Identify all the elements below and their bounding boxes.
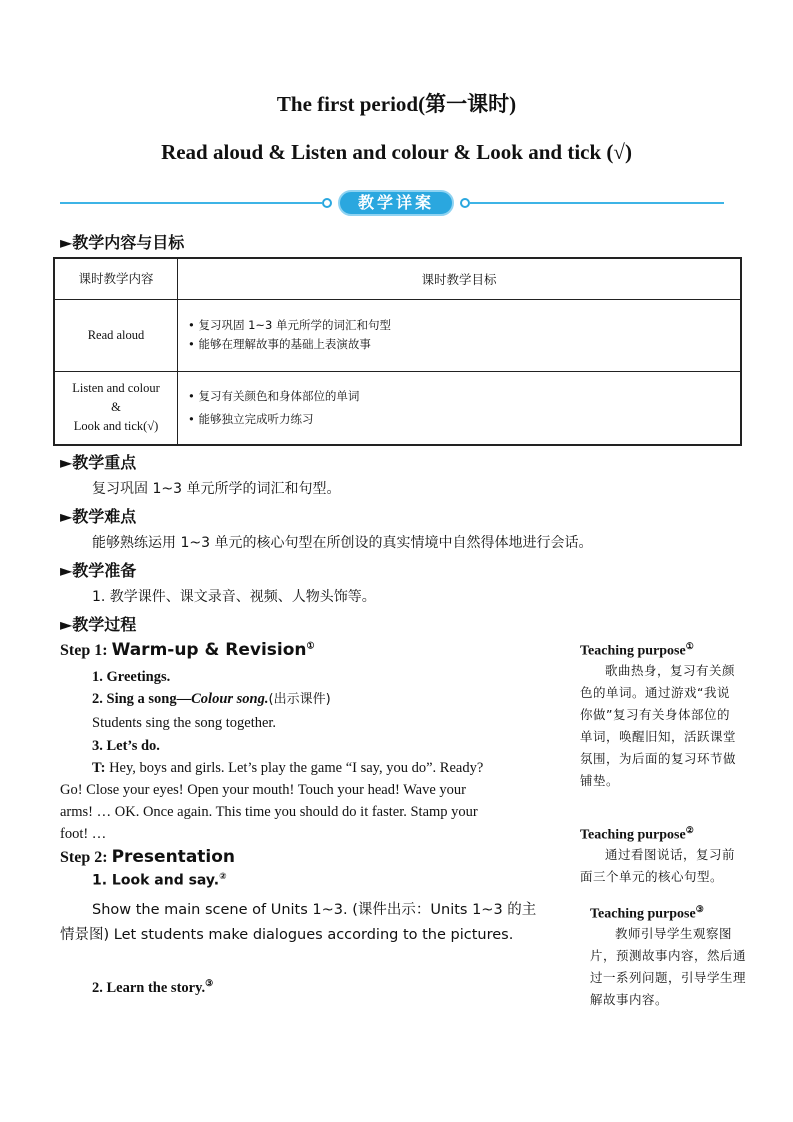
purpose-line: 歌曲热身，复习有关颜 [605, 662, 736, 678]
step1-item-lets-do: 3. Let’s do. [92, 738, 160, 754]
section-heading-preparation: ►教学准备 [60, 561, 137, 580]
step2-title: Presentation [111, 847, 236, 867]
purpose-label: Teaching purpose [590, 906, 696, 922]
section-heading-difficulties: ►教学难点 [60, 507, 137, 526]
page-subtitle: Read aloud & Listen and colour & Look and tick (√) [161, 140, 632, 164]
teaching-purpose-3 [590, 904, 760, 1011]
banner-line-left [60, 202, 322, 204]
page-title: The first period(第一课时) [276, 92, 517, 116]
banner-dot-right [460, 198, 470, 208]
note-marker: ② [685, 825, 694, 835]
dialogue-line: foot! … [60, 826, 107, 842]
note-marker: ③ [205, 978, 214, 988]
section-heading-process: ►教学过程 [60, 615, 137, 634]
teaching-purpose-title [590, 904, 760, 923]
teacher-dialogue [60, 757, 532, 845]
table-cell-goals [178, 371, 742, 445]
song-instruction: Students sing the song together. [92, 715, 277, 731]
look-say-line: Show the main scene of Units 1~3. (课件出示：Units 1~3 的主 [92, 902, 537, 918]
look-say-line: 情景图) Let students make dialogues according to the pictures. [60, 927, 514, 943]
objectives-table [53, 257, 742, 446]
content-line: Read aloud [87, 327, 145, 342]
difficulties-text: 能够熟练运用 1~3 单元的核心句型在所创设的真实情境中自然得体地进行会话。 [92, 535, 593, 551]
purpose-line: 解故事内容。 [590, 991, 669, 1007]
goal-item: • 能够在理解故事的基础上表演故事 [188, 337, 371, 351]
purpose-line: 铺垫。 [580, 772, 620, 788]
content-line: Look and tick(√) [73, 419, 159, 434]
purpose-line: 氛围，为后面的复习环节做 [580, 750, 737, 766]
purpose-line: 通过看图说话，复习前 [605, 846, 736, 862]
look-say-text [60, 898, 540, 948]
table-row [54, 371, 741, 445]
content-line: Listen and colour [72, 381, 160, 396]
section-banner [318, 190, 474, 216]
preparation-text: 1. 教学课件、课文录音、视频、人物头饰等。 [92, 589, 376, 605]
purpose-body [580, 844, 755, 888]
teaching-purpose-2 [580, 825, 755, 888]
dialogue-line: Go! Close your eyes! Open your mouth! Touch your head! Wave your [60, 782, 467, 798]
content-line: & [111, 400, 121, 415]
teaching-purpose-title [580, 641, 755, 660]
purpose-line: 色的单词。通过游戏“我说 [580, 684, 730, 700]
song-title: Colour song. [191, 691, 269, 707]
purpose-label: Teaching purpose [580, 827, 686, 843]
section-heading-key-points: ►教学重点 [60, 453, 137, 472]
step2-heading [60, 847, 235, 867]
learn-story-label: 2. Learn the story. [92, 979, 206, 996]
teaching-purpose-1 [580, 641, 755, 792]
banner-label: 教学详案 [338, 190, 454, 216]
dialogue-text: Hey, boys and girls. Let’s play the game “I say, you do”. Ready? [105, 760, 484, 776]
table-row [54, 299, 741, 371]
purpose-line: 单词，唤醒旧知，活跃课堂 [580, 728, 737, 744]
purpose-line: 片，预测故事内容，然后通 [590, 947, 747, 963]
table-header-content: 课时教学内容 [54, 258, 178, 299]
look-say-label: 1. Look and say. [92, 872, 220, 889]
step1-heading [60, 640, 315, 660]
goal-item: • 复习巩固 1~3 单元所学的词汇和句型 [188, 318, 392, 332]
note-marker: ③ [695, 904, 704, 914]
table-header-goals: 课时教学目标 [178, 258, 742, 299]
table-cell-content [54, 299, 178, 371]
note-marker: ① [306, 640, 315, 651]
purpose-line: 你做”复习有关身体部位的 [580, 706, 730, 722]
step1-item-greetings: 1. Greetings. [92, 669, 171, 685]
step2-label: Step 2: [60, 849, 112, 866]
table-header-row [54, 258, 741, 299]
goal-item: • 能够独立完成听力练习 [188, 411, 314, 426]
table-cell-goals [178, 299, 742, 371]
dialogue-line: arms! … OK. Once again. This time you should do it faster. Stamp your [60, 804, 478, 820]
purpose-label: Teaching purpose [580, 643, 686, 659]
step1-item-song [92, 688, 331, 711]
note-marker: ② [219, 872, 227, 882]
banner-line-right [470, 202, 724, 204]
goal-item: • 复习有关颜色和身体部位的单词 [188, 388, 360, 403]
teacher-label: T: [92, 760, 106, 776]
step2-item-look-say [92, 872, 227, 889]
step2-item-learn-story [92, 972, 213, 999]
table-cell-content [54, 371, 178, 445]
purpose-line: 过一系列问题，引导学生理 [590, 969, 747, 985]
purpose-line: 教师引导学生观察图 [615, 925, 733, 941]
banner-dot-left [322, 198, 332, 208]
purpose-body [590, 923, 760, 1011]
key-points-text: 复习巩固 1~3 单元所学的词汇和句型。 [92, 481, 341, 497]
dialogue-line [60, 757, 532, 779]
purpose-body [580, 660, 755, 792]
teaching-purpose-title [580, 825, 755, 844]
song-note: (出示课件) [268, 692, 331, 707]
step1-label: Step 1: [60, 642, 112, 659]
note-marker: ① [685, 641, 694, 651]
section-heading-content-goals: ►教学内容与目标 [60, 233, 185, 252]
song-prefix: 2. Sing a song— [92, 691, 192, 707]
purpose-line: 面三个单元的核心句型。 [580, 868, 724, 884]
step1-title: Warm-up & Revision [111, 640, 307, 660]
